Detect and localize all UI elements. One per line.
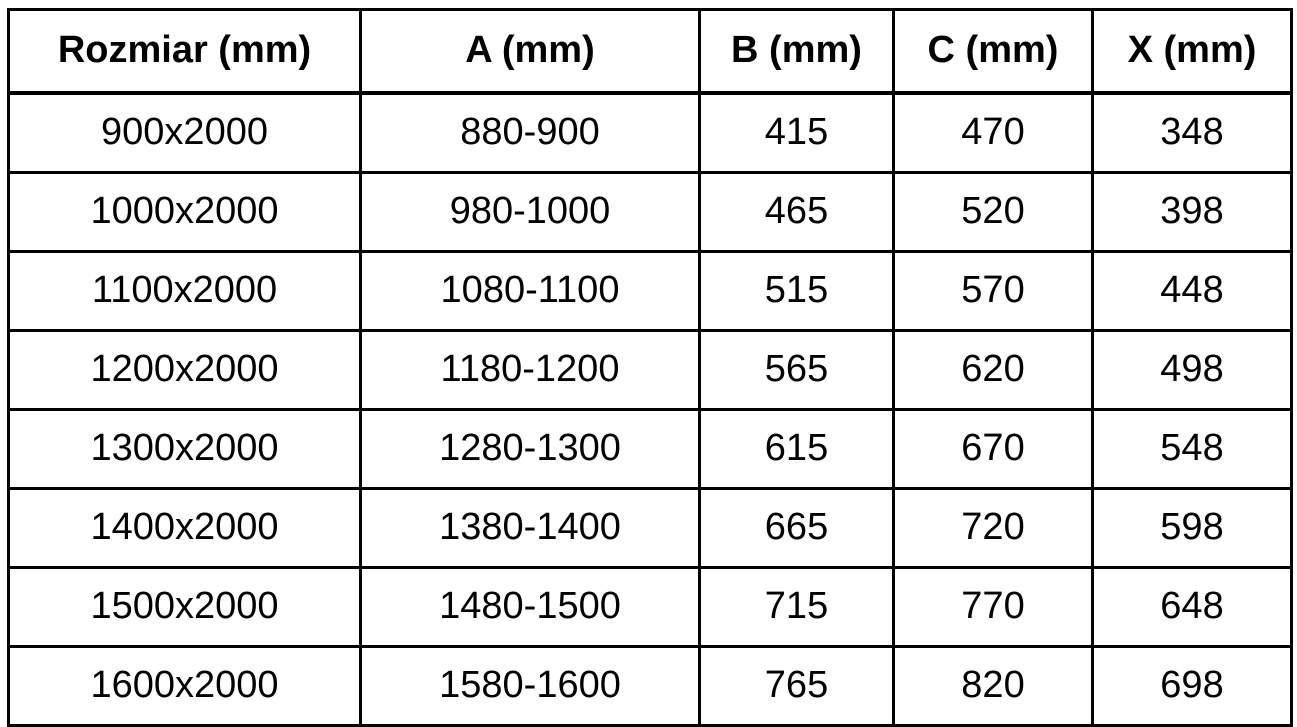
table-cell: 648 xyxy=(1093,568,1292,647)
table-row xyxy=(9,647,1292,726)
header-row xyxy=(9,10,1292,94)
table-cell: 765 xyxy=(700,647,894,726)
table-cell: 415 xyxy=(700,93,894,173)
table-cell: 1080-1100 xyxy=(361,252,700,331)
table-cell: 1600x2000 xyxy=(9,647,361,726)
table-cell: 515 xyxy=(700,252,894,331)
table-cell: 1280-1300 xyxy=(361,410,700,489)
table-cell: 980-1000 xyxy=(361,173,700,252)
table-cell: 465 xyxy=(700,173,894,252)
table-cell: 398 xyxy=(1093,173,1292,252)
table-row xyxy=(9,173,1292,252)
column-header: Rozmiar (mm) xyxy=(9,10,361,94)
table-cell: 1400x2000 xyxy=(9,489,361,568)
table-cell: 548 xyxy=(1093,410,1292,489)
column-header: A (mm) xyxy=(361,10,700,94)
table-cell: 1480-1500 xyxy=(361,568,700,647)
table-cell: 720 xyxy=(894,489,1093,568)
table-cell: 1380-1400 xyxy=(361,489,700,568)
table-row xyxy=(9,93,1292,173)
table-cell: 1100x2000 xyxy=(9,252,361,331)
table-cell: 698 xyxy=(1093,647,1292,726)
table-cell: 1580-1600 xyxy=(361,647,700,726)
table-cell: 565 xyxy=(700,331,894,410)
table-cell: 448 xyxy=(1093,252,1292,331)
column-header: C (mm) xyxy=(894,10,1093,94)
table-row xyxy=(9,252,1292,331)
table-row xyxy=(9,410,1292,489)
table-cell: 615 xyxy=(700,410,894,489)
table-cell: 900x2000 xyxy=(9,93,361,173)
table-cell: 620 xyxy=(894,331,1093,410)
table-cell: 1180-1200 xyxy=(361,331,700,410)
table-cell: 348 xyxy=(1093,93,1292,173)
table-cell: 670 xyxy=(894,410,1093,489)
table-cell: 470 xyxy=(894,93,1093,173)
table-row xyxy=(9,568,1292,647)
table-row xyxy=(9,331,1292,410)
table-cell: 665 xyxy=(700,489,894,568)
table-body xyxy=(9,93,1292,726)
table-row xyxy=(9,489,1292,568)
table-cell: 598 xyxy=(1093,489,1292,568)
table-cell: 520 xyxy=(894,173,1093,252)
column-header: X (mm) xyxy=(1093,10,1292,94)
table-cell: 715 xyxy=(700,568,894,647)
table-cell: 1300x2000 xyxy=(9,410,361,489)
table-cell: 498 xyxy=(1093,331,1292,410)
table-cell: 770 xyxy=(894,568,1093,647)
column-header: B (mm) xyxy=(700,10,894,94)
table-cell: 880-900 xyxy=(361,93,700,173)
table-cell: 820 xyxy=(894,647,1093,726)
size-specification-table xyxy=(7,8,1293,727)
table-cell: 1200x2000 xyxy=(9,331,361,410)
table-cell: 1000x2000 xyxy=(9,173,361,252)
table-cell: 1500x2000 xyxy=(9,568,361,647)
table-cell: 570 xyxy=(894,252,1093,331)
